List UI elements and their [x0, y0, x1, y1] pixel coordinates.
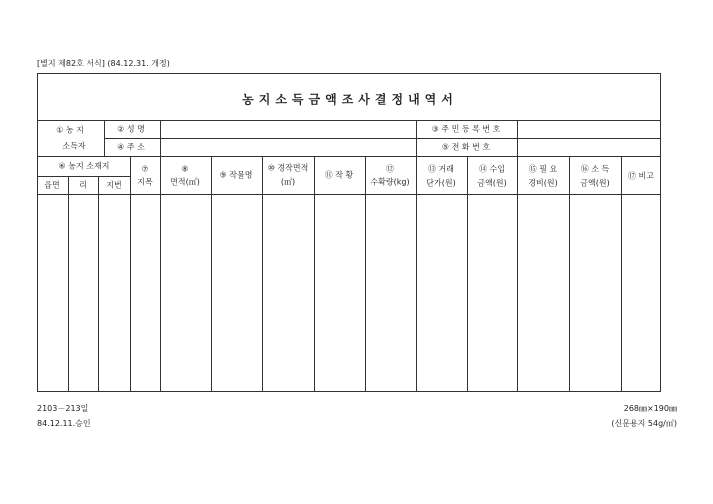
jimok-header: 지목 [137, 177, 153, 187]
rule [211, 156, 212, 392]
rule [37, 176, 130, 177]
address-label: ④ 주 소 [117, 142, 145, 152]
unit-price-header: 단가(원) [426, 178, 456, 188]
revenue-number: ⑭ 수입 [479, 164, 505, 174]
eup-header: 읍면 [44, 180, 60, 190]
cultivated-area-unit: (㎡) [280, 177, 296, 187]
rule [467, 156, 468, 392]
approval-date: 84.12.11.승인 [37, 419, 91, 428]
rule [68, 176, 69, 392]
resident-number-label: ③ 주 민 등 록 번 호 [431, 124, 501, 134]
land-owner-label: ① 농 지 [56, 125, 84, 135]
rule [130, 156, 131, 392]
income-header: 금액(원) [580, 178, 610, 188]
area-header: 면적(㎡) [170, 177, 200, 187]
paper-type: (신문용지 54g/㎡) [611, 419, 677, 428]
rule [621, 156, 622, 392]
rule [416, 156, 417, 392]
revenue-header: 금액(원) [477, 178, 507, 188]
rule [262, 156, 263, 392]
expense-header: 경비(원) [528, 178, 558, 188]
rule [517, 156, 518, 392]
income-number: ⑯ 소 득 [580, 164, 610, 174]
jibun-header: 지번 [106, 180, 122, 190]
rule [160, 156, 161, 392]
rule [416, 120, 417, 156]
area-number: ⑧ [181, 164, 189, 174]
rule [104, 120, 105, 156]
jimok-number: ⑦ [141, 164, 149, 174]
rule [517, 120, 518, 156]
rule [104, 138, 661, 139]
cultivated-area-header: ⑩ 경작면적 [267, 163, 309, 173]
name-label: ② 성 명 [117, 124, 145, 134]
form-title: 농지소득금액조사결정내역서 [242, 92, 458, 107]
yield-number: ⑫ [386, 164, 394, 174]
form-code: 2103－213일 [37, 404, 89, 413]
form-reference: [별지 제82호 서식] (84.12.31. 개정) [37, 59, 170, 68]
phone-label: ⑤ 전 화 번 호 [441, 142, 491, 152]
rule [365, 156, 366, 392]
crop-header: ⑨ 작물명 [219, 170, 253, 180]
harvest-header: ⑪ 작 황 [324, 170, 354, 180]
rule [569, 156, 570, 392]
rule [98, 176, 99, 392]
rule [160, 120, 161, 156]
unit-price-number: ⑬ 거래 [428, 164, 454, 174]
expense-number: ⑮ 필 요 [528, 164, 558, 174]
paper-size: 268㎜×190㎜ [623, 404, 677, 413]
yield-header: 수확량(kg) [370, 177, 410, 187]
ri-header: 리 [79, 180, 87, 190]
remark-header: ⑰ 비고 [628, 171, 654, 181]
location-header: ⑥ 농지 소재지 [58, 161, 110, 171]
land-owner-sublabel: 소득자 [62, 141, 86, 151]
rule [314, 156, 315, 392]
rule [37, 120, 661, 121]
